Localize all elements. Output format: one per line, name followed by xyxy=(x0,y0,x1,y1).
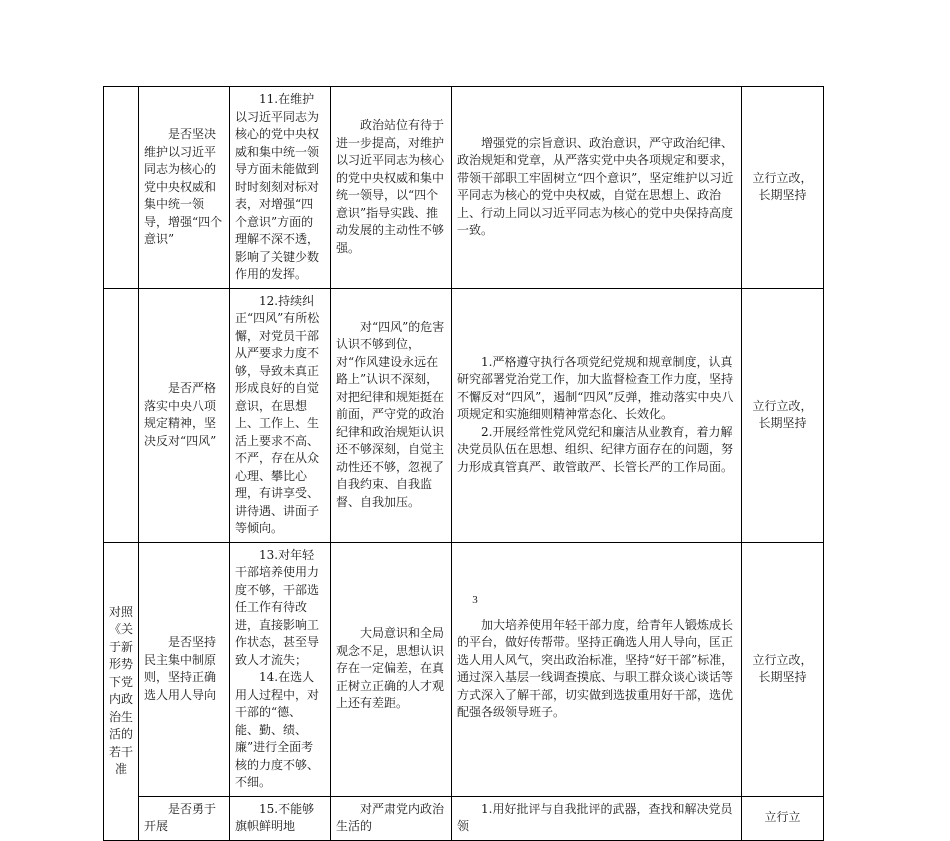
problem-cell xyxy=(230,542,331,796)
problem-text: 13.对年轻干部培养使用力度不够，干部选任工作有待改进，直接影响工作状态，甚至导致人才流失； xyxy=(235,547,320,667)
item-cell: 是否坚决维护以习近平同志为核心的党中央权威和集中统一领导，增强“四个意识” xyxy=(139,87,230,289)
problem-cell xyxy=(230,87,331,289)
problem-text: 11.在维护以习近平同志为核心的党中央权威和集中统一领导方面未能做到时时刻刻对标对表，对增强“四个意识”方面的理解不深不透，影响了关键少数作用的发挥。 xyxy=(235,92,320,281)
table-row xyxy=(104,542,824,796)
problem-text: 12.持续纠正“四风”有所松懈，对党员干部从严要求力度不够，导致未真正形成良好的自觉意识，在思想上、工作上、生活上要求不高、不严，存在从众心理、攀比心理，有讲享受、讲待遇、讲面子等倾向。 xyxy=(235,293,320,535)
problem-cell xyxy=(230,796,331,840)
table-row xyxy=(104,87,824,289)
cause-cell: 对严肃党内政治生活的 xyxy=(331,796,452,840)
cause-cell: 政治站位有待于进一步提高，对维护以习近平同志为核心的党中央权威和集中统一领导，以“四个意识”指导实践、推动发展的主动性不够强。 xyxy=(331,87,452,289)
problem-text: 15.不能够旗帜鲜明地 xyxy=(235,801,315,833)
measures-cell xyxy=(452,288,742,542)
measure-text: 加大培养使用年轻干部力度，给青年人锻炼成长的平台，做好传帮带。坚持正确选人用人导向，匡正选人用人风气，突出政治标准，坚持“好干部”标准，通过深入基层一线调查摸底、与职工群众谈心谈话等方式深入了解干部，切实做到选拔重用好干部，选优配强各级领导班子。 xyxy=(457,617,734,719)
time-limit-cell: 立行立改，长期坚持 xyxy=(742,288,824,542)
measure-text: 增强党的宗旨意识、政治意识，严守政治纪律、政治规矩和党章，从严落实党中央各项规定和要求，带领干部职工牢固树立“四个意识”，坚定维护以习近平同志为核心的党中央权威，自觉在思想上、政治上、行动上同以习近平同志为核心的党中央保持高度一致。 xyxy=(457,135,734,238)
measure-text: 1.用好批评与自我批评的武器，查找和解决党员领 xyxy=(457,801,733,833)
table-row xyxy=(104,288,824,542)
time-limit-cell: 立行立改，长期坚持 xyxy=(742,542,824,796)
measure-text: 2.开展经常性党风党纪和廉洁从业教育，着力解决党员队伍在思想、组织、纪律方面存在的问题，努力形成真管真严、敢管敢严、长管长严的工作局面。 xyxy=(457,424,734,474)
measures-cell xyxy=(452,796,742,840)
time-limit-cell: 立行立改，长期坚持 xyxy=(742,87,824,289)
page-number: 3 xyxy=(472,594,478,606)
cause-cell: 对“四风”的危害认识不够到位，对“作风建设永远在路上”认识不深刻，对把纪律和规矩挺在前面，严守党的政治纪律和政治规矩认识还不够深刻，自觉主动性还不够，忽视了自我约束、自我监督、自我加压。 xyxy=(331,288,452,542)
problem-cell xyxy=(230,288,331,542)
measures-cell xyxy=(452,542,742,796)
time-limit-cell: 立行立 xyxy=(742,796,824,840)
category-cell-top xyxy=(104,288,139,542)
item-cell: 是否坚持民主集中制原则，坚持正确选人用人导向 xyxy=(139,542,230,796)
category-cell: 对照《关于新形势下党内政治生活的若干准 xyxy=(104,542,139,840)
measures-cell xyxy=(452,87,742,289)
category-cell-top xyxy=(104,87,139,289)
cause-cell: 大局意识和全局观念不足，思想认识存在一定偏差，在真正树立正确的人才观上还有差距。 xyxy=(331,542,452,796)
table-row xyxy=(104,796,824,840)
rectification-table xyxy=(103,86,824,841)
item-cell: 是否严格落实中央八项规定精神，坚决反对“四风” xyxy=(139,288,230,542)
measure-text: 1.严格遵守执行各项党纪党规和规章制度，认真研究部署党治党工作，加大监督检查工作力度，坚持不懈反对“四风”，遏制“四风”反弹，推动落实中央八项规定和实施细则精神常态化、长效化。 xyxy=(457,354,734,422)
problem-text: 14.在选人用人过程中，对干部的“德、能、勤、绩、廉”进行全面考核的力度不够、不细。 xyxy=(235,670,320,789)
item-cell: 是否勇于开展 xyxy=(139,796,230,840)
